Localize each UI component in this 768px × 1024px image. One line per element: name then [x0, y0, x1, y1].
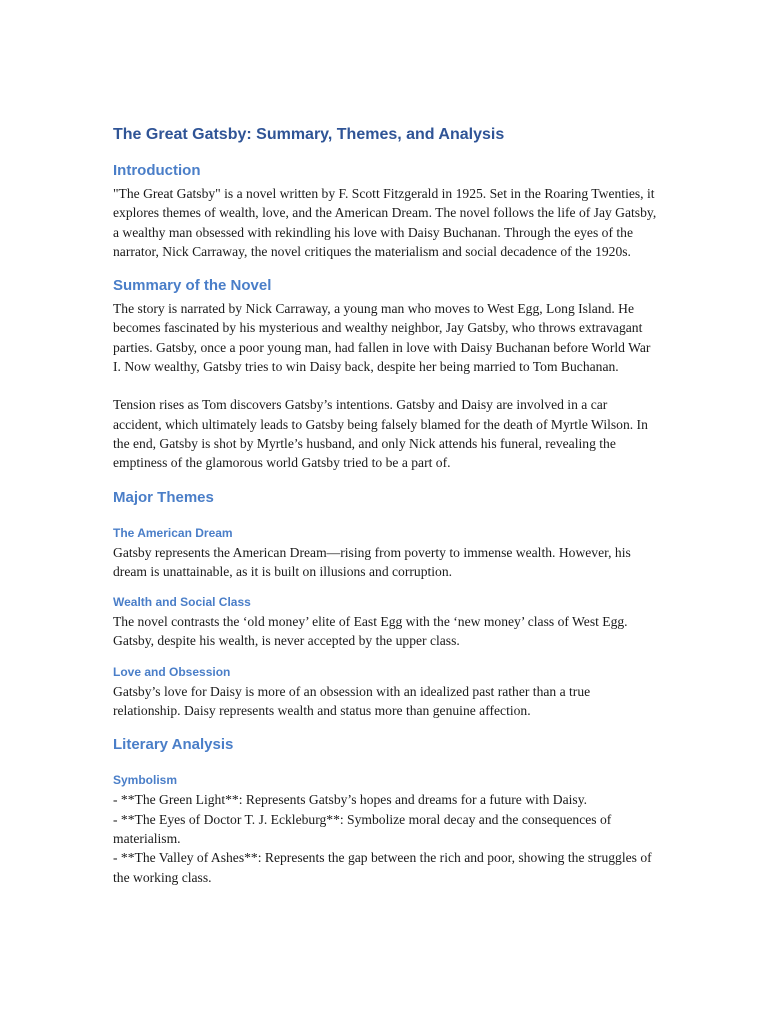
document-title: The Great Gatsby: Summary, Themes, and Analysis [113, 126, 505, 143]
theme-american-dream-text: Gatsby represents the American Dream—rising from poverty to immense wealth. However, his dream is unattainable, as it is built on illusions and corruption. [113, 544, 631, 579]
symbolism-heading: Symbolism [113, 773, 178, 788]
symbolism-item-eckleburg: - **The Eyes of Doctor T. J. Eckleburg**: Symbolize moral decay and the consequences of materialism. [113, 811, 612, 846]
theme-american-dream-heading: The American Dream [113, 525, 233, 540]
theme-love-obsession-heading: Love and Obsession [113, 664, 231, 679]
summary-heading: Summary of the Novel [113, 277, 272, 295]
introduction-heading: Introduction [113, 162, 201, 179]
symbolism-item-green-light: - **The Green Light**: Represents Gatsby’s hopes and dreams for a future with Daisy. [113, 792, 588, 808]
theme-wealth-class-text: The novel contrasts the ‘old money’ elite of East Egg with the ‘new money’ class of West Egg. Gatsby, despite his wealth, is never accepted by the upper class. [113, 614, 628, 649]
analysis-heading: Literary Analysis [113, 736, 234, 754]
theme-wealth-class-heading: Wealth and Social Class [113, 595, 251, 610]
symbolism-list [113, 790, 658, 886]
theme-love-obsession-text: Gatsby’s love for Daisy is more of an obsession with an idealized past rather than a true relationship. Daisy represents wealth and status more than genuine affection. [113, 683, 591, 719]
document-page [113, 124, 658, 887]
symbolism-item-valley-of-ashes: - **The Valley of Ashes**: Represents the gap between the rich and poor, showing the struggles of the working class. [113, 850, 652, 885]
summary-paragraph-2: Tension rises as Tom discovers Gatsby’s intentions. Gatsby and Daisy are involved in a car accident, which ultimately leads to Gatsby being falsely blamed for the death of Myrtle Wilson. In the end, Gatsby is shot by Myrtle’s husband, and only Nick attends his funeral, revealing the emptiness of the glamorous world Gatsby tried to be a part of. [113, 397, 648, 471]
themes-heading: Major Themes [113, 488, 214, 506]
introduction-text: "The Great Gatsby" is a novel written by F. Scott Fitzgerald in 1925. Set in the Roaring Twenties, it explores themes of wealth, love, and the American Dream. The novel follows the life of Jay Gatsby, a wealthy man obsessed with rekindling his love with Daisy Buchanan. Through the eyes of the narrator, Nick Carraway, the novel critiques the materialism and social decadence of the 1920s. [113, 186, 657, 259]
summary-paragraph-1: The story is narrated by Nick Carraway, a young man who moves to West Egg, Long Island. He becomes fascinated by his mysterious and wealthy neighbor, Jay Gatsby, who throws extravagant parties. Gatsby, once a poor young man, had fallen in love with Daisy Buchanan before World War I. Now wealthy, Gatsby tries to win Daisy back, despite her being married to Tom Buchanan. [113, 301, 651, 375]
